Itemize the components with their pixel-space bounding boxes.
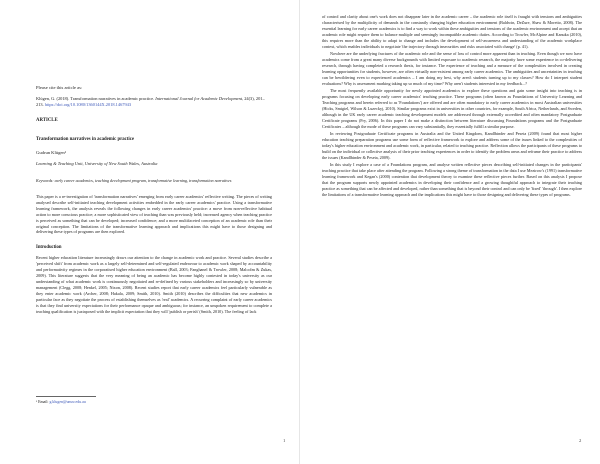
citation-volume: , 24(3), 201–213. xyxy=(36,96,265,108)
introduction-heading: Introduction xyxy=(36,245,62,251)
page-2 xyxy=(300,0,600,464)
author-affiliation: Learning & Teaching Unit, University of New South Wales, Australia xyxy=(36,161,158,167)
doi-link[interactable]: https://doi.org/10.1080/1360144X.2018.1467943 xyxy=(44,102,132,108)
body-paragraph-5: In this study I explore a case of a Foundations program, and analyse written reflective pieces describing self-initiated changes in the participants' teaching practice that take place after attending the program. Following a strong theme of transformation in the data I use Mezirow's (1991) transformative learning framework and Kegan's (2000) contention that development theory to examine these reflective pieces further. Based on this analysis I propose that the program supports newly appointed academics in developing their confidence and a growing thoughtful approach to integrate their teaching practice as something that can be affected and developed, rather than something that is beyond their control and can only be 'fixed' 'through'. I then explore the limitations of a transformative learning approach and the implications this might have to those designing and delivering these types of programs. xyxy=(322,162,582,197)
introduction-paragraph: Recent higher education literature increasingly draws our attention to the change in academic work and practice. Several studies describe a 'perceived shift' from academic work as a largely self-determined and self-regulated endeavour to academic work shaped by accountability and performativity regimes in the corporatised higher education environment (Ball, 2003; Fanghanel & Trowler, 2008; Malcolm & Zukas, 2009). This literature suggests that the very meaning of being an academic has become highly contested in today's university as our understanding of what academic work is continuously negotiated and re-defined by various stakeholders and increasingly so by university management (Clegg, 2008; Henkel, 2005; Nixon, 2008). Recent studies report that early career academics feel particularly vulnerable as they enter academic work (Archer, 2008; Hakala, 2009; Smith, 2010). Smith (2010) describes the difficulties that new academics in particular face as they negotiate the process of establishing themselves as 'real' academics. A recurring complaint of early career academics is that they find university expectations for their performance opaque and ambiguous; for instance, an unspoken requirement to complete a teaching qualification is juxtaposed with the implicit expectation that they will 'publish or perish' (Smith, 2010). The feeling of lack xyxy=(36,255,272,314)
footnote-email-link[interactable]: g.klugen@unsw.edu.au xyxy=(49,399,86,404)
footnote-rule xyxy=(36,396,96,397)
body-paragraph-1: of control and clarity about one's work does not disappear later in the academic career – the academic role itself is fraught with tensions and ambiguities characterised by the multiplicity of demands in the constantly changing higher education environment (Baldwin, DeZure, Shaw & Moretto, 2008). The essential learning for early career academics is to find a way to work within these ambiguities and tensions of the academic environment and accept that an academic role might require them to balance multiple and seemingly incompatible academic duties. According to Trowler, McAlpine and Kanuka (2010), this requires more than the ability to adapt to change and includes the development of self-awareness and understanding of the academic workplace context, which enables individuals to negotiate 'the trajectory through insecurities and risks associated with change' (p. 41). xyxy=(322,14,582,49)
page-number: 1 xyxy=(283,438,286,443)
body-paragraph-4: In reviewing Postgraduate Certificate programs in Australia and the United Kingdom, Kandlbinder and Peseta (2009) found that most higher education teaching preparation programs use some form of reflective framework to explore and address some of the issues linked to the complexities of today's higher education environment and academic work, in particular, related to teaching practice. Reflection allows the participants of these programs to build on the individual or collective analysis of their prior teaching experiences in order to identify the problem areas and reframe their practice to address the issues (Kandlbinder & Peseta, 2009). xyxy=(322,131,582,160)
page-number: 2 xyxy=(579,438,582,443)
journal-name: International Journal for Academic Development xyxy=(155,96,242,101)
abstract: This paper is a re-investigation of 'transformation narratives' emerging from early career academics' reflective writing. The pieces of writing analysed describe self-initiated teaching development activities embedded in the early career academics' practice. Using a transformative learning framework, the analysis reveals the following changes in early career academics' practice: a move from non-reflective habitual action to more conscious practice; a more sophisticated view of teaching than was previously held; increased agency when teaching practice is perceived as something that can be developed; increased confidence; and a more multifaceted conception of an academic role than their original conception. The limitations of the transformative learning approach and implications this might have to those designing and delivering these types of programs are then explored. xyxy=(36,194,272,235)
citation-label: Please cite this article as: xyxy=(36,85,83,90)
section-label: ARTICLE xyxy=(36,118,58,124)
citation-text: Klügen, G. (2018). Transformation narratives in academic practice. xyxy=(36,96,156,101)
article-title: Transformation narratives in academic practice xyxy=(36,137,134,143)
body-paragraph-3: The most frequently available opportunity for newly appointed academics to explore these questions and gain some insight into teaching is in programs focusing on developing early career academics' teaching practice. These programs (often known as Foundations of University Learning and Teaching programs and herein referred to as 'Foundations') are offered and are often mandatory to early career academics in most Australian universities (Hicks, Smigiel, Wilson & Luzeckyj, 2010). Similar programs exist in universities in other countries, for example, South Africa, Netherlands, and Sweden, although in the UK early career academic teaching development models are addressed through externally accredited and often mandatory Postgraduate Certificate programs (Fry, 2006). In this paper I do not make a distinction between literature discussing Foundations programs and the Postgraduate Certificates – although the mode of these programs can vary substantially, they essentially fulfill a similar purpose. xyxy=(322,88,582,129)
footnote-text xyxy=(36,400,272,404)
body-paragraph-2: Nowhere are the underlying fractures of the academic role and the sense of loss of control more apparent than in teaching. Even though we now have academics come from a great many diverse backgrounds with limited exposure to academic research, the majority have some experience in co-delivering research, through having completed a research thesis, for instance. The experience of teaching and a measure of the complexities involved in creating learning opportunities for students, however, are often virtually non-existent among early career academics. The ambiguities and uncertainties in teaching can be bewildering even to experienced academics – I am doing my best, why aren't students turning up to my classes? How do I interpret student evaluations? Why is assessment marking taking up so much of my time? Why aren't students interested in my feedback...? xyxy=(322,51,582,86)
footnote xyxy=(36,396,272,404)
citation xyxy=(36,96,272,108)
footnote-label: ¹ Email: xyxy=(36,399,50,404)
keywords: Keywords: early career academics, teaching development program, transformative learning, transformation narratives xyxy=(36,178,232,184)
author-name: Gudrun Klügen¹ xyxy=(36,150,67,156)
